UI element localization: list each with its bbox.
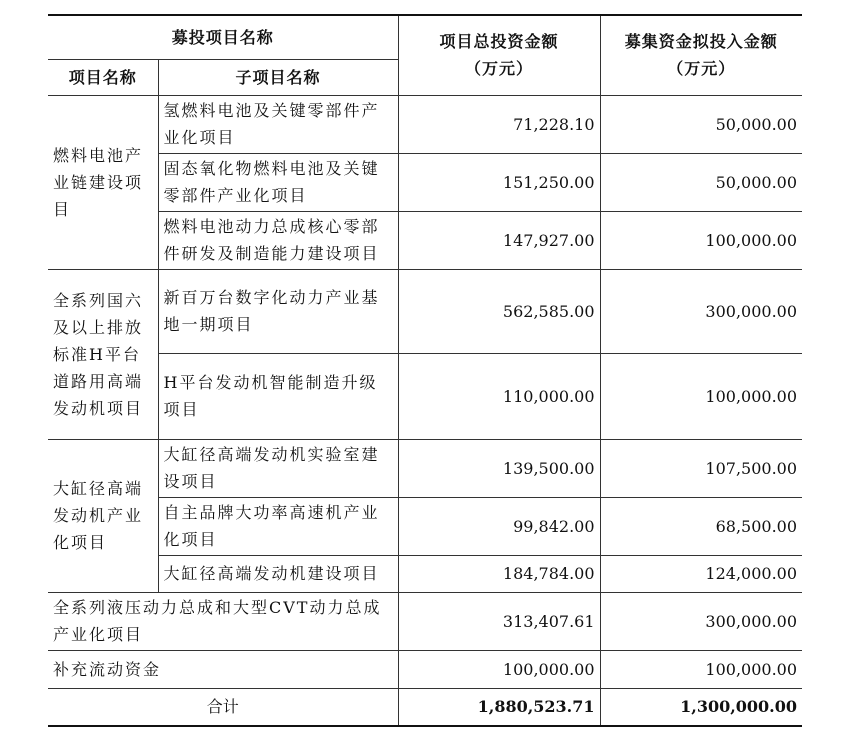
project-name-cell: 全系列液压动力总成和大型CVT动力总成产业化项目	[48, 592, 398, 650]
raised-funds-cell: 50,000.00	[600, 95, 802, 153]
total-row	[48, 688, 802, 726]
header-row-1	[48, 15, 802, 59]
table-row	[48, 497, 802, 555]
table-row	[48, 650, 802, 688]
project-name-cell: 燃料电池产业链建设项目	[48, 95, 158, 269]
table-row	[48, 353, 802, 439]
sub-project-cell: 大缸径高端发动机建设项目	[158, 555, 398, 592]
total-investment-cell: 151,250.00	[398, 153, 600, 211]
total-investment-cell: 139,500.00	[398, 439, 600, 497]
table-row	[48, 95, 802, 153]
raised-funds-cell: 300,000.00	[600, 592, 802, 650]
sub-project-cell: 固态氧化物燃料电池及关键零部件产业化项目	[158, 153, 398, 211]
raised-funds-cell: 100,000.00	[600, 353, 802, 439]
header-group-title: 募投项目名称	[48, 15, 398, 59]
table-row	[48, 153, 802, 211]
sub-project-cell: 大缸径高端发动机实验室建设项目	[158, 439, 398, 497]
table-row	[48, 211, 802, 269]
sub-project-cell: 氢燃料电池及关键零部件产业化项目	[158, 95, 398, 153]
raised-funds-sum: 1,300,000.00	[600, 688, 802, 726]
total-label: 合计	[48, 688, 398, 726]
raised-funds-cell: 50,000.00	[600, 153, 802, 211]
raised-funds-cell: 100,000.00	[600, 211, 802, 269]
total-investment-sum: 1,880,523.71	[398, 688, 600, 726]
sub-project-cell: 自主品牌大功率高速机产业化项目	[158, 497, 398, 555]
table-row	[48, 592, 802, 650]
total-investment-cell: 110,000.00	[398, 353, 600, 439]
project-name-cell: 补充流动资金	[48, 650, 398, 688]
total-investment-cell: 99,842.00	[398, 497, 600, 555]
raised-funds-cell: 100,000.00	[600, 650, 802, 688]
project-name-cell: 大缸径高端发动机产业化项目	[48, 439, 158, 592]
total-investment-cell: 100,000.00	[398, 650, 600, 688]
total-investment-cell: 147,927.00	[398, 211, 600, 269]
raised-funds-cell: 107,500.00	[600, 439, 802, 497]
raised-funds-cell: 68,500.00	[600, 497, 802, 555]
sub-project-cell: 新百万台数字化动力产业基地一期项目	[158, 269, 398, 353]
raised-funds-cell: 300,000.00	[600, 269, 802, 353]
table-row	[48, 439, 802, 497]
raised-funds-cell: 124,000.00	[600, 555, 802, 592]
table-row	[48, 555, 802, 592]
sub-project-cell: H平台发动机智能制造升级项目	[158, 353, 398, 439]
fundraising-table	[48, 14, 802, 727]
header-total-investment: 项目总投资金额 （万元）	[398, 15, 600, 95]
total-investment-cell: 184,784.00	[398, 555, 600, 592]
total-investment-cell: 71,228.10	[398, 95, 600, 153]
project-name-cell: 全系列国六及以上排放标准H平台道路用高端发动机项目	[48, 269, 158, 439]
header-raised-funds: 募集资金拟投入金额 （万元）	[600, 15, 802, 95]
sub-project-cell: 燃料电池动力总成核心零部件研发及制造能力建设项目	[158, 211, 398, 269]
header-project-name: 项目名称	[48, 59, 158, 95]
table-row	[48, 269, 802, 353]
total-investment-cell: 313,407.61	[398, 592, 600, 650]
total-investment-cell: 562,585.00	[398, 269, 600, 353]
header-sub-project-name: 子项目名称	[158, 59, 398, 95]
